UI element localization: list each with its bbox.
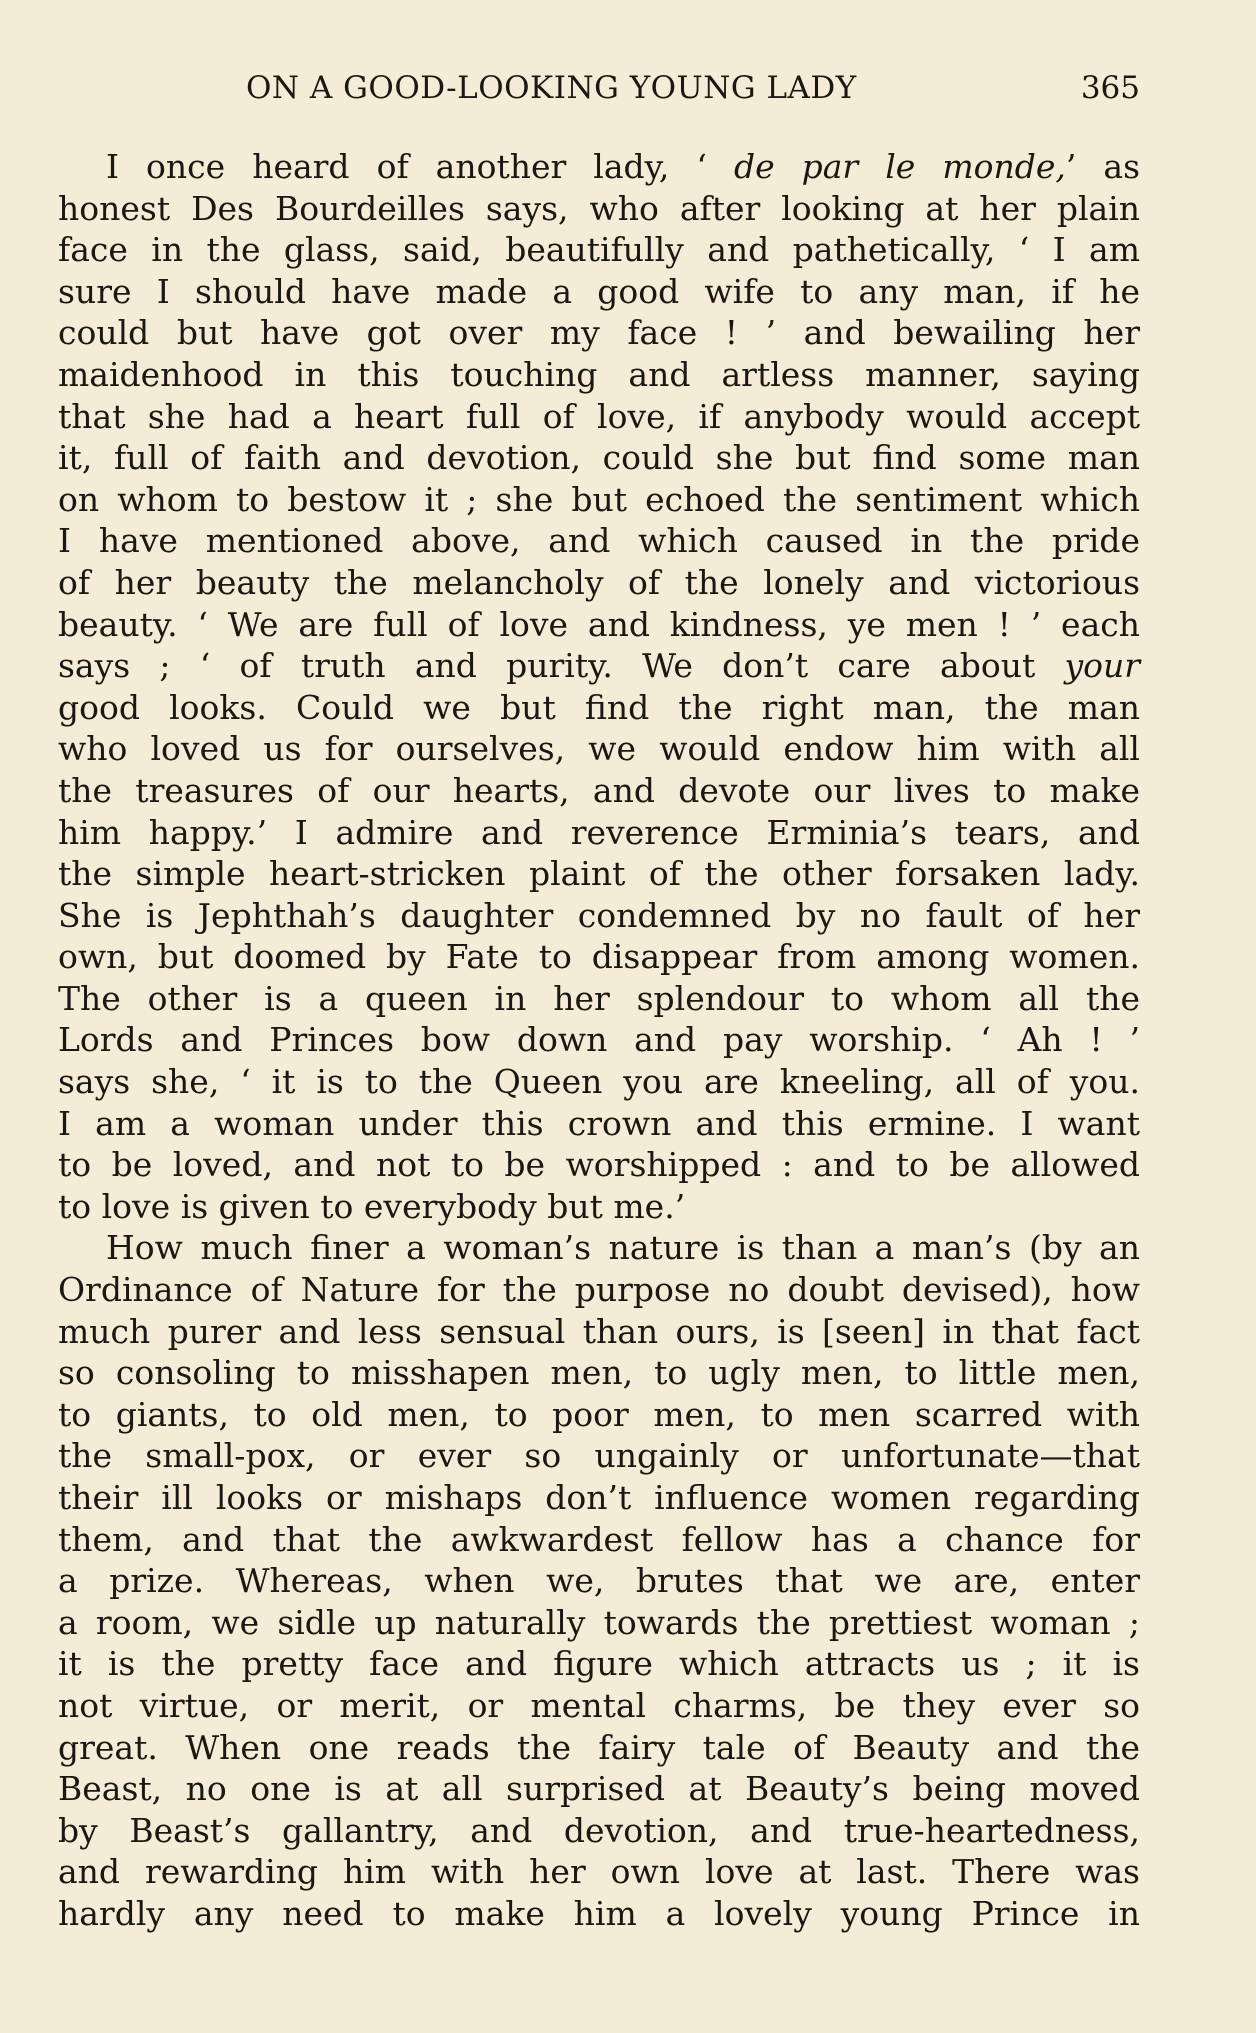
text-line: the simple heart-stricken plaint of the other forsaken lady. [58, 854, 1140, 894]
text-line: good looks. Could we but find the right man, the man [58, 687, 1140, 727]
text-line: of her beauty the melancholy of the lonely and victorious [58, 562, 1140, 602]
text-line: him happy.’ I admire and reverence Erminia’s tears, and [58, 812, 1140, 852]
text-line: much purer and less sensual than ours, is [seen] in that fact [58, 1311, 1140, 1351]
text-line: a room, we sidle up naturally towards the prettiest woman ; [58, 1602, 1140, 1642]
text-line: beauty. ‘ We are full of love and kindness, ye men ! ’ each [58, 604, 1140, 644]
text-line: to love is given to everybody but me.’ [58, 1186, 686, 1226]
text-line: it, full of faith and devotion, could she but find some man [58, 438, 1140, 478]
text-line: The other is a queen in her splendour to whom all the [58, 978, 1140, 1018]
text-line: the treasures of our hearts, and devote our lives to make [58, 770, 1140, 810]
text-line: Lords and Princes bow down and pay worship. ‘ Ah ! ’ [58, 1020, 1140, 1060]
text-line: I am a woman under this crown and this ermine. I want [58, 1103, 1140, 1143]
text-line: so consoling to misshapen men, to ugly men, to little men, [58, 1353, 1140, 1393]
text-line: by Beast’s gallantry, and devotion, and true-heartedness, [58, 1810, 1140, 1850]
text-line: great. When one reads the fairy tale of Beauty and the [58, 1727, 1140, 1767]
text-line: I once heard of another lady, ‘ de par le monde,’ as [106, 147, 1141, 186]
running-head: ON A GOOD-LOOKING YOUNG LADY [246, 70, 857, 106]
text-line: them, and that the awkwardest fellow has a chance for [58, 1519, 1140, 1559]
text-line: says she, ‘ it is to the Queen you are kneeling, all of you. [58, 1062, 1140, 1102]
text-line: maidenhood in this touching and artless manner, saying [58, 354, 1140, 394]
text-line: on whom to bestow it ; she but echoed the sentiment which [58, 479, 1140, 519]
text-line: could but have got over my face ! ’ and bewailing her [58, 313, 1140, 353]
text-line: Ordinance of Nature for the purpose no doubt devised), how [58, 1270, 1140, 1310]
text-line: honest Des Bourdeilles says, who after looking at her plain [58, 188, 1140, 228]
text-line: the small-pox, or ever so ungainly or unfortunate—that [58, 1436, 1140, 1476]
text-line: hardly any need to make him a lovely young Prince in [58, 1893, 1140, 1933]
text-line: She is Jephthah’s daughter condemned by no fault of her [58, 895, 1140, 935]
text-line: says ; ‘ of truth and purity. We don’t care about your [58, 646, 1140, 686]
page-number: 365 [1080, 70, 1140, 106]
text-line: sure I should have made a good wife to any man, if he [58, 271, 1140, 311]
text-line: to be loved, and not to be worshipped : and to be allowed [58, 1145, 1140, 1185]
text-line: and rewarding him with her own love at last. There was [58, 1852, 1140, 1892]
page-header [58, 70, 1140, 114]
text-line: it is the pretty face and figure which attracts us ; it is [58, 1644, 1140, 1684]
text-line: Beast, no one is at all surprised at Beauty’s being moved [58, 1769, 1140, 1809]
text-line: their ill looks or mishaps don’t influence women regarding [58, 1478, 1140, 1517]
text-line: to giants, to old men, to poor men, to men scarred with [58, 1394, 1140, 1434]
text-line: not virtue, or merit, or mental charms, be they ever so [58, 1685, 1140, 1725]
text-line: face in the glass, said, beautifully and pathetically, ‘ I am [58, 230, 1140, 270]
text-line: own, but doomed by Fate to disappear from among women. [58, 937, 1140, 977]
text-line: I have mentioned above, and which caused in the pride [58, 521, 1140, 561]
body-text [58, 146, 1140, 1935]
text-line: How much finer a woman’s nature is than a man’s (by an [106, 1228, 1140, 1268]
text-line: who loved us for ourselves, we would endow him with all [58, 729, 1140, 769]
text-line: a prize. Whereas, when we, brutes that we are, enter [58, 1561, 1140, 1601]
text-line: that she had a heart full of love, if anybody would accept [58, 396, 1140, 436]
